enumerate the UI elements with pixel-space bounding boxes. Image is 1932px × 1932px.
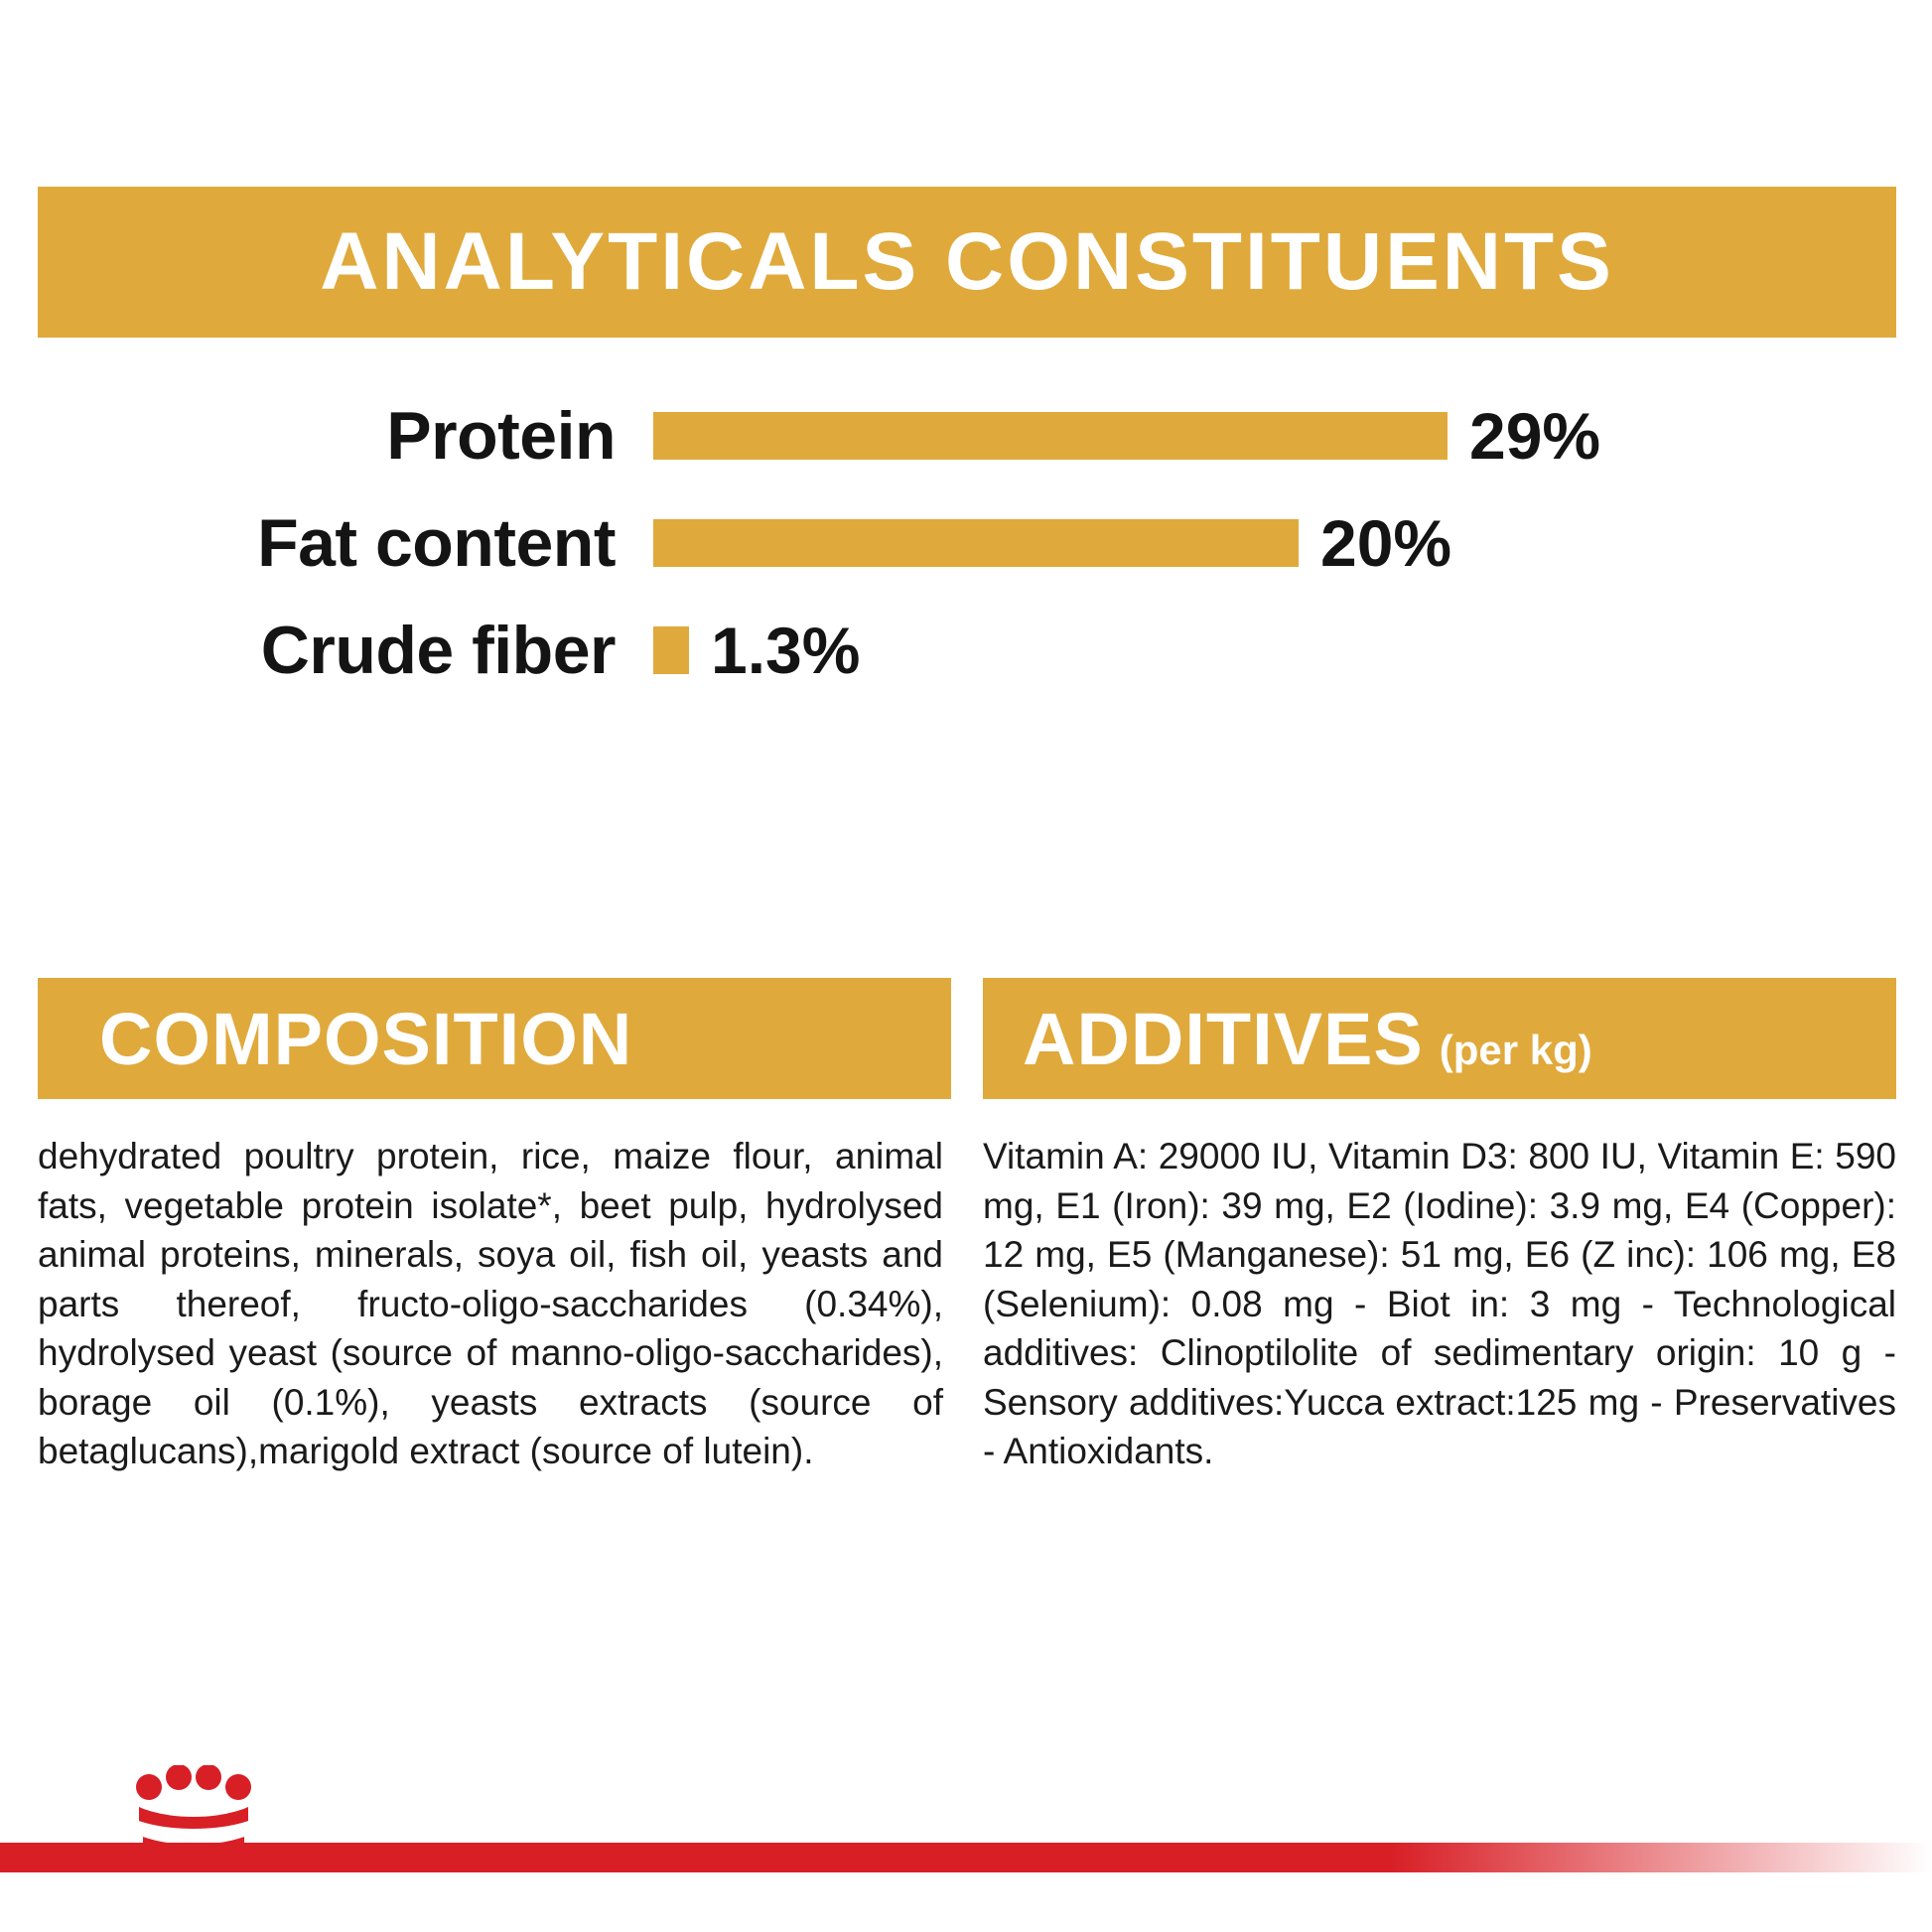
composition-text: dehydrated poultry protein, rice, maize flour, animal fats, vegetable protein isolate*, beet pulp, hydrolysed animal proteins, minerals, soya oil, fish oil, yeasts and parts thereof, fructo-oligo-saccharides (0.34%), hydrolysed yeast (source of manno-oligo-saccharides), borage oil (0.1%), yeasts extracts (source of betaglucans),marigold extract (source of lutein). xyxy=(38,1136,943,1472)
footer-red-bar xyxy=(0,1843,1932,1872)
chart-row-fat-content xyxy=(38,489,1896,597)
analyticals-constituents-title: ANALYTICALS CONSTITUENTS xyxy=(320,216,1614,307)
additives-heading xyxy=(983,978,1896,1099)
chart-bar-crude-fiber xyxy=(653,626,689,674)
chart-row-protein xyxy=(38,382,1896,489)
chart-label-fat-content: Fat content xyxy=(257,505,616,581)
chart-value-crude-fiber: 1.3% xyxy=(711,614,861,687)
chart-label-crude-fiber: Crude fiber xyxy=(260,613,616,688)
chart-bar-wrap-crude-fiber xyxy=(653,613,1896,688)
analyticals-bar-chart xyxy=(38,382,1896,704)
chart-label-protein: Protein xyxy=(386,398,616,474)
royal-crown-icon xyxy=(129,1765,268,1864)
additives-text: Vitamin A: 29000 IU, Vitamin D3: 800 IU, Vitamin E: 590 mg, E1 (Iron): 39 mg, E2 (Iodine): 3.9 mg, E4 (Copper): 12 mg, E5 (Manganese): 51 mg, E6 (Z inc): 106 mg, E8 (Selenium): 0.08 mg - Biot in: 3 mg - Technological additives: Clinoptilolite of sedimentary origin: 10 g - Sensory additives:Yucca extract:125 mg - Preservatives - Antioxidants. xyxy=(983,1136,1896,1472)
chart-bar-protein xyxy=(653,412,1448,460)
composition-title: COMPOSITION xyxy=(99,997,633,1080)
chart-row-crude-fiber xyxy=(38,597,1896,704)
chart-bar-wrap-protein xyxy=(653,398,1896,474)
chart-bar-fat-content xyxy=(653,519,1299,567)
chart-value-fat-content: 20% xyxy=(1320,506,1452,580)
additives-title: ADDITIVES xyxy=(1023,997,1424,1080)
analyticals-constituents-heading xyxy=(38,187,1896,338)
additives-subtitle: (per kg) xyxy=(1439,1027,1592,1073)
chart-bar-wrap-fat-content xyxy=(653,505,1896,581)
composition-heading xyxy=(38,978,951,1099)
chart-value-protein: 29% xyxy=(1469,399,1601,473)
